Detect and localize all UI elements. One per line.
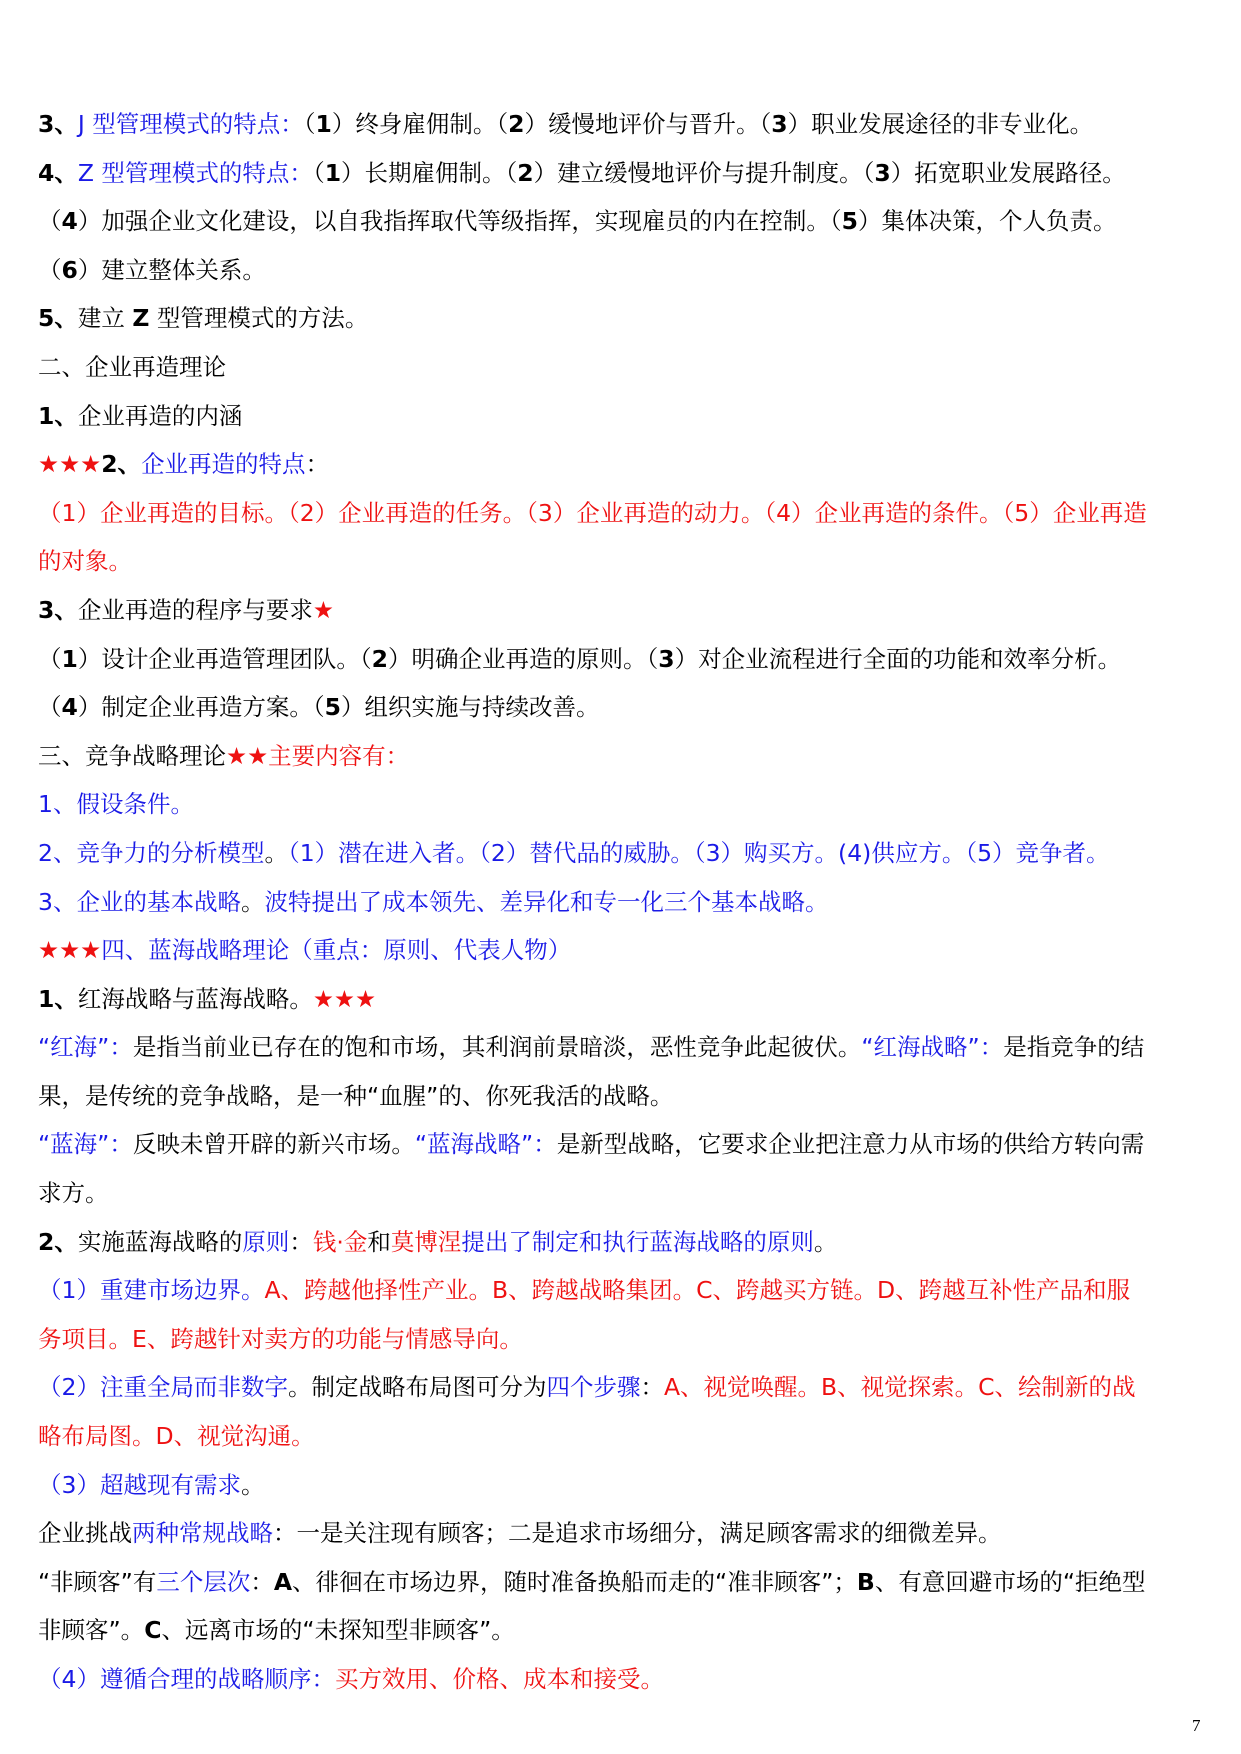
- text-run: 是新型战略，它要求企业把注意力从市场的供给方转向需: [556, 1130, 1145, 1159]
- text-line: [38, 1412, 1208, 1461]
- text-run: （4）遵循合理的战略顺序：: [38, 1665, 335, 1693]
- text-line: [38, 1120, 1208, 1169]
- text-run: 的对象。: [38, 547, 132, 576]
- text-run: 果，是传统的竞争战略，是一种“血腥”的、你死我活的战略。: [38, 1081, 674, 1110]
- text-run: 4、: [38, 158, 78, 187]
- text-run: Z: [132, 304, 150, 333]
- text-line: [38, 732, 1208, 781]
- page-number: 7: [1192, 1716, 1201, 1735]
- text-run: 、徘徊在市场边界，随时准备换船而走的“准非顾客”；: [292, 1567, 857, 1596]
- text-line: [38, 1606, 1208, 1655]
- text-run: （: [303, 110, 316, 138]
- text-run: ★★★: [38, 936, 102, 965]
- text-line: [38, 1558, 1208, 1607]
- text-run: 提出了制定和执行蓝海战略的原则: [461, 1227, 814, 1256]
- text-run: ）缓慢地评价与晋升。（: [524, 110, 772, 138]
- text-run: 。: [264, 838, 288, 867]
- text-line: [38, 489, 1208, 538]
- text-run: 买方效用、价格、成本和接受。: [334, 1665, 664, 1693]
- text-run: 型管理模式的方法。: [149, 304, 369, 333]
- text-run: 三个层次: [156, 1567, 251, 1596]
- text-run: ）长期雇佣制。（: [341, 158, 518, 187]
- text-run: “非顾客”有: [38, 1567, 157, 1596]
- text-run: “蓝海战略”：: [414, 1130, 557, 1159]
- text-run: 2、: [38, 1227, 78, 1256]
- text-run: （1）潜在进入者。（2）替代品的威胁。（3）购买方。(4)供应方。（5）竞争者。: [287, 838, 1110, 867]
- text-run: 。: [813, 1227, 838, 1256]
- text-line: [38, 1655, 1208, 1704]
- text-run: ）集体决策，个人负责。: [857, 207, 1117, 236]
- text-run: ：一是关注现有顾客；二是追求市场细分，满足顾客需求的细微差异。: [273, 1519, 1002, 1548]
- text-line: [38, 975, 1208, 1024]
- text-run: 2: [508, 110, 525, 138]
- text-run: ）设计企业再造管理团队。（: [77, 644, 372, 673]
- text-run: 钱·金: [312, 1227, 368, 1256]
- text-run: ）终身雇佣制。（: [331, 110, 509, 138]
- text-run: ）明确企业再造的原则。（: [387, 644, 659, 673]
- text-run: “蓝海”：: [38, 1130, 133, 1159]
- text-run: “红海”：: [38, 1033, 133, 1062]
- text-run: 略布局图。D、视觉沟通。: [38, 1422, 315, 1451]
- text-line: [38, 926, 1208, 975]
- text-run: ：: [250, 1567, 274, 1596]
- text-run: 两种常规战略: [132, 1519, 273, 1548]
- text-run: 四个步骤: [546, 1373, 641, 1402]
- text-run: ）拓宽职业发展路径。: [890, 158, 1126, 187]
- document-body: [38, 100, 1208, 1704]
- text-run: ）建立缓慢地评价与提升制度。（: [533, 158, 875, 187]
- text-line: [38, 440, 1208, 489]
- text-run: B: [856, 1567, 875, 1596]
- text-run: （2）注重全局而非数字: [38, 1373, 288, 1402]
- text-run: 4: [61, 693, 78, 722]
- text-run: C: [144, 1616, 162, 1645]
- text-run: 5: [324, 693, 341, 722]
- text-run: （: [38, 644, 62, 673]
- text-run: 建立: [77, 304, 133, 333]
- text-run: 莫博涅: [390, 1227, 462, 1256]
- text-line: [38, 100, 1208, 149]
- text-run: ：: [289, 1227, 313, 1256]
- text-run: 3、企业的基本战略: [38, 887, 241, 916]
- text-run: Z 型管理模式的特点：: [77, 158, 313, 187]
- text-line: [38, 343, 1208, 392]
- text-run: （: [312, 158, 325, 187]
- text-line: [38, 780, 1208, 829]
- text-run: 2、竞争力的分析模型: [38, 838, 265, 867]
- text-line: [38, 683, 1208, 732]
- text-run: 求方。: [38, 1179, 109, 1208]
- text-run: （3）超越现有需求: [38, 1470, 241, 1499]
- text-line: [38, 1266, 1208, 1315]
- text-run: （1）重建市场边界。: [38, 1276, 265, 1305]
- text-run: 1: [324, 158, 342, 187]
- text-run: ）对企业流程进行全面的功能和效率分析。: [674, 644, 1122, 673]
- text-run: 3、: [38, 595, 78, 624]
- text-run: 4: [61, 207, 78, 236]
- text-run: ：: [305, 450, 330, 479]
- text-run: 二、企业再造理论: [38, 352, 226, 381]
- text-run: 实施蓝海战略的: [77, 1227, 243, 1256]
- text-run: 。: [240, 1470, 265, 1499]
- text-line: [38, 1169, 1208, 1218]
- text-line: [38, 1509, 1208, 1558]
- text-run: 2: [517, 158, 534, 187]
- text-line: [38, 878, 1208, 927]
- text-run: 波特提出了成本领先、差异化和专一化三个基本战略。: [264, 887, 829, 916]
- text-run: 5: [841, 207, 858, 236]
- text-run: 3: [658, 644, 675, 673]
- text-line: [38, 1461, 1208, 1510]
- text-line: [38, 1072, 1208, 1121]
- text-run: 2、: [101, 450, 142, 479]
- text-run: 原则: [242, 1227, 290, 1256]
- text-run: 6: [61, 255, 78, 284]
- text-run: ）组织实施与持续改善。: [340, 693, 600, 722]
- text-run: ★★主要内容有：: [226, 741, 410, 770]
- text-run: A: [273, 1567, 293, 1596]
- text-run: ★: [312, 595, 334, 624]
- text-run: 务项目。E、跨越针对卖方的功能与情感导向。: [38, 1324, 523, 1353]
- text-run: （: [38, 255, 62, 284]
- text-run: （1）企业再造的目标。（2）企业再造的任务。（3）企业再造的动力。（4）企业再造的条件。（5）企业再造: [38, 498, 1147, 527]
- text-run: 。: [240, 887, 265, 916]
- text-run: A、跨越他择性产业。B、跨越战略集团。C、跨越买方链。D、跨越互补性产品和服: [264, 1276, 1131, 1305]
- text-run: ：: [640, 1373, 664, 1402]
- text-line: [38, 1315, 1208, 1364]
- text-run: 企业再造的特点: [141, 450, 306, 479]
- text-run: 非顾客”。: [38, 1616, 145, 1645]
- text-run: 三、竞争战略理论: [38, 741, 226, 770]
- text-line: [38, 537, 1208, 586]
- text-line: [38, 294, 1208, 343]
- text-line: [38, 246, 1208, 295]
- text-run: 5、: [38, 304, 78, 333]
- text-run: 3: [874, 158, 891, 187]
- text-line: [38, 1218, 1208, 1267]
- text-line: [38, 1363, 1208, 1412]
- text-line: [38, 392, 1208, 441]
- text-run: （: [38, 207, 62, 236]
- text-run: 1、: [38, 401, 78, 430]
- text-line: [38, 149, 1208, 198]
- text-run: 。制定战略布局图可分为: [287, 1373, 547, 1402]
- text-run: ）建立整体关系。: [77, 255, 266, 284]
- text-run: 和: [367, 1227, 391, 1256]
- text-run: （: [38, 693, 62, 722]
- text-run: 1: [315, 110, 332, 138]
- text-line: [38, 197, 1208, 246]
- text-run: 企业再造的程序与要求: [77, 595, 313, 624]
- text-line: [38, 829, 1208, 878]
- text-run: 1、假设条件。: [38, 790, 194, 819]
- text-run: ★★★: [312, 984, 377, 1013]
- text-line: [38, 635, 1208, 684]
- text-run: 、有意回避市场的“拒绝型: [874, 1567, 1146, 1596]
- text-run: 是指竞争的结: [1003, 1033, 1145, 1062]
- text-run: “红海战略”：: [861, 1033, 1004, 1062]
- text-run: 1、: [38, 984, 78, 1013]
- text-run: 1: [61, 644, 78, 673]
- text-run: 3、: [38, 110, 78, 138]
- text-line: [38, 586, 1208, 635]
- text-run: 四、蓝海战略理论（重点：原则、代表人物）: [101, 936, 572, 965]
- text-run: ）制定企业再造方案。（: [77, 693, 325, 722]
- text-run: 企业再造的内涵: [77, 401, 243, 430]
- text-run: ★★★: [38, 450, 102, 479]
- text-run: A、视觉唤醒。B、视觉探索。C、绘制新的战: [663, 1373, 1136, 1402]
- text-run: 3: [771, 110, 788, 138]
- text-run: ）加强企业文化建设，以自我指挥取代等级指挥，实现雇员的内在控制。（: [77, 207, 842, 236]
- text-run: J 型管理模式的特点：: [77, 110, 304, 138]
- text-run: 反映未曾开辟的新兴市场。: [132, 1130, 415, 1159]
- text-run: ）职业发展途径的非专业化。: [787, 110, 1094, 138]
- text-run: 企业挑战: [38, 1519, 132, 1548]
- text-run: 是指当前业已存在的饱和市场，其利润前景暗淡，恶性竞争此起彼伏。: [132, 1033, 862, 1062]
- text-line: [38, 1023, 1208, 1072]
- text-run: 、远离市场的“未探知型非顾客”。: [161, 1616, 515, 1645]
- text-run: 红海战略与蓝海战略。: [77, 984, 313, 1013]
- text-run: 2: [371, 644, 388, 673]
